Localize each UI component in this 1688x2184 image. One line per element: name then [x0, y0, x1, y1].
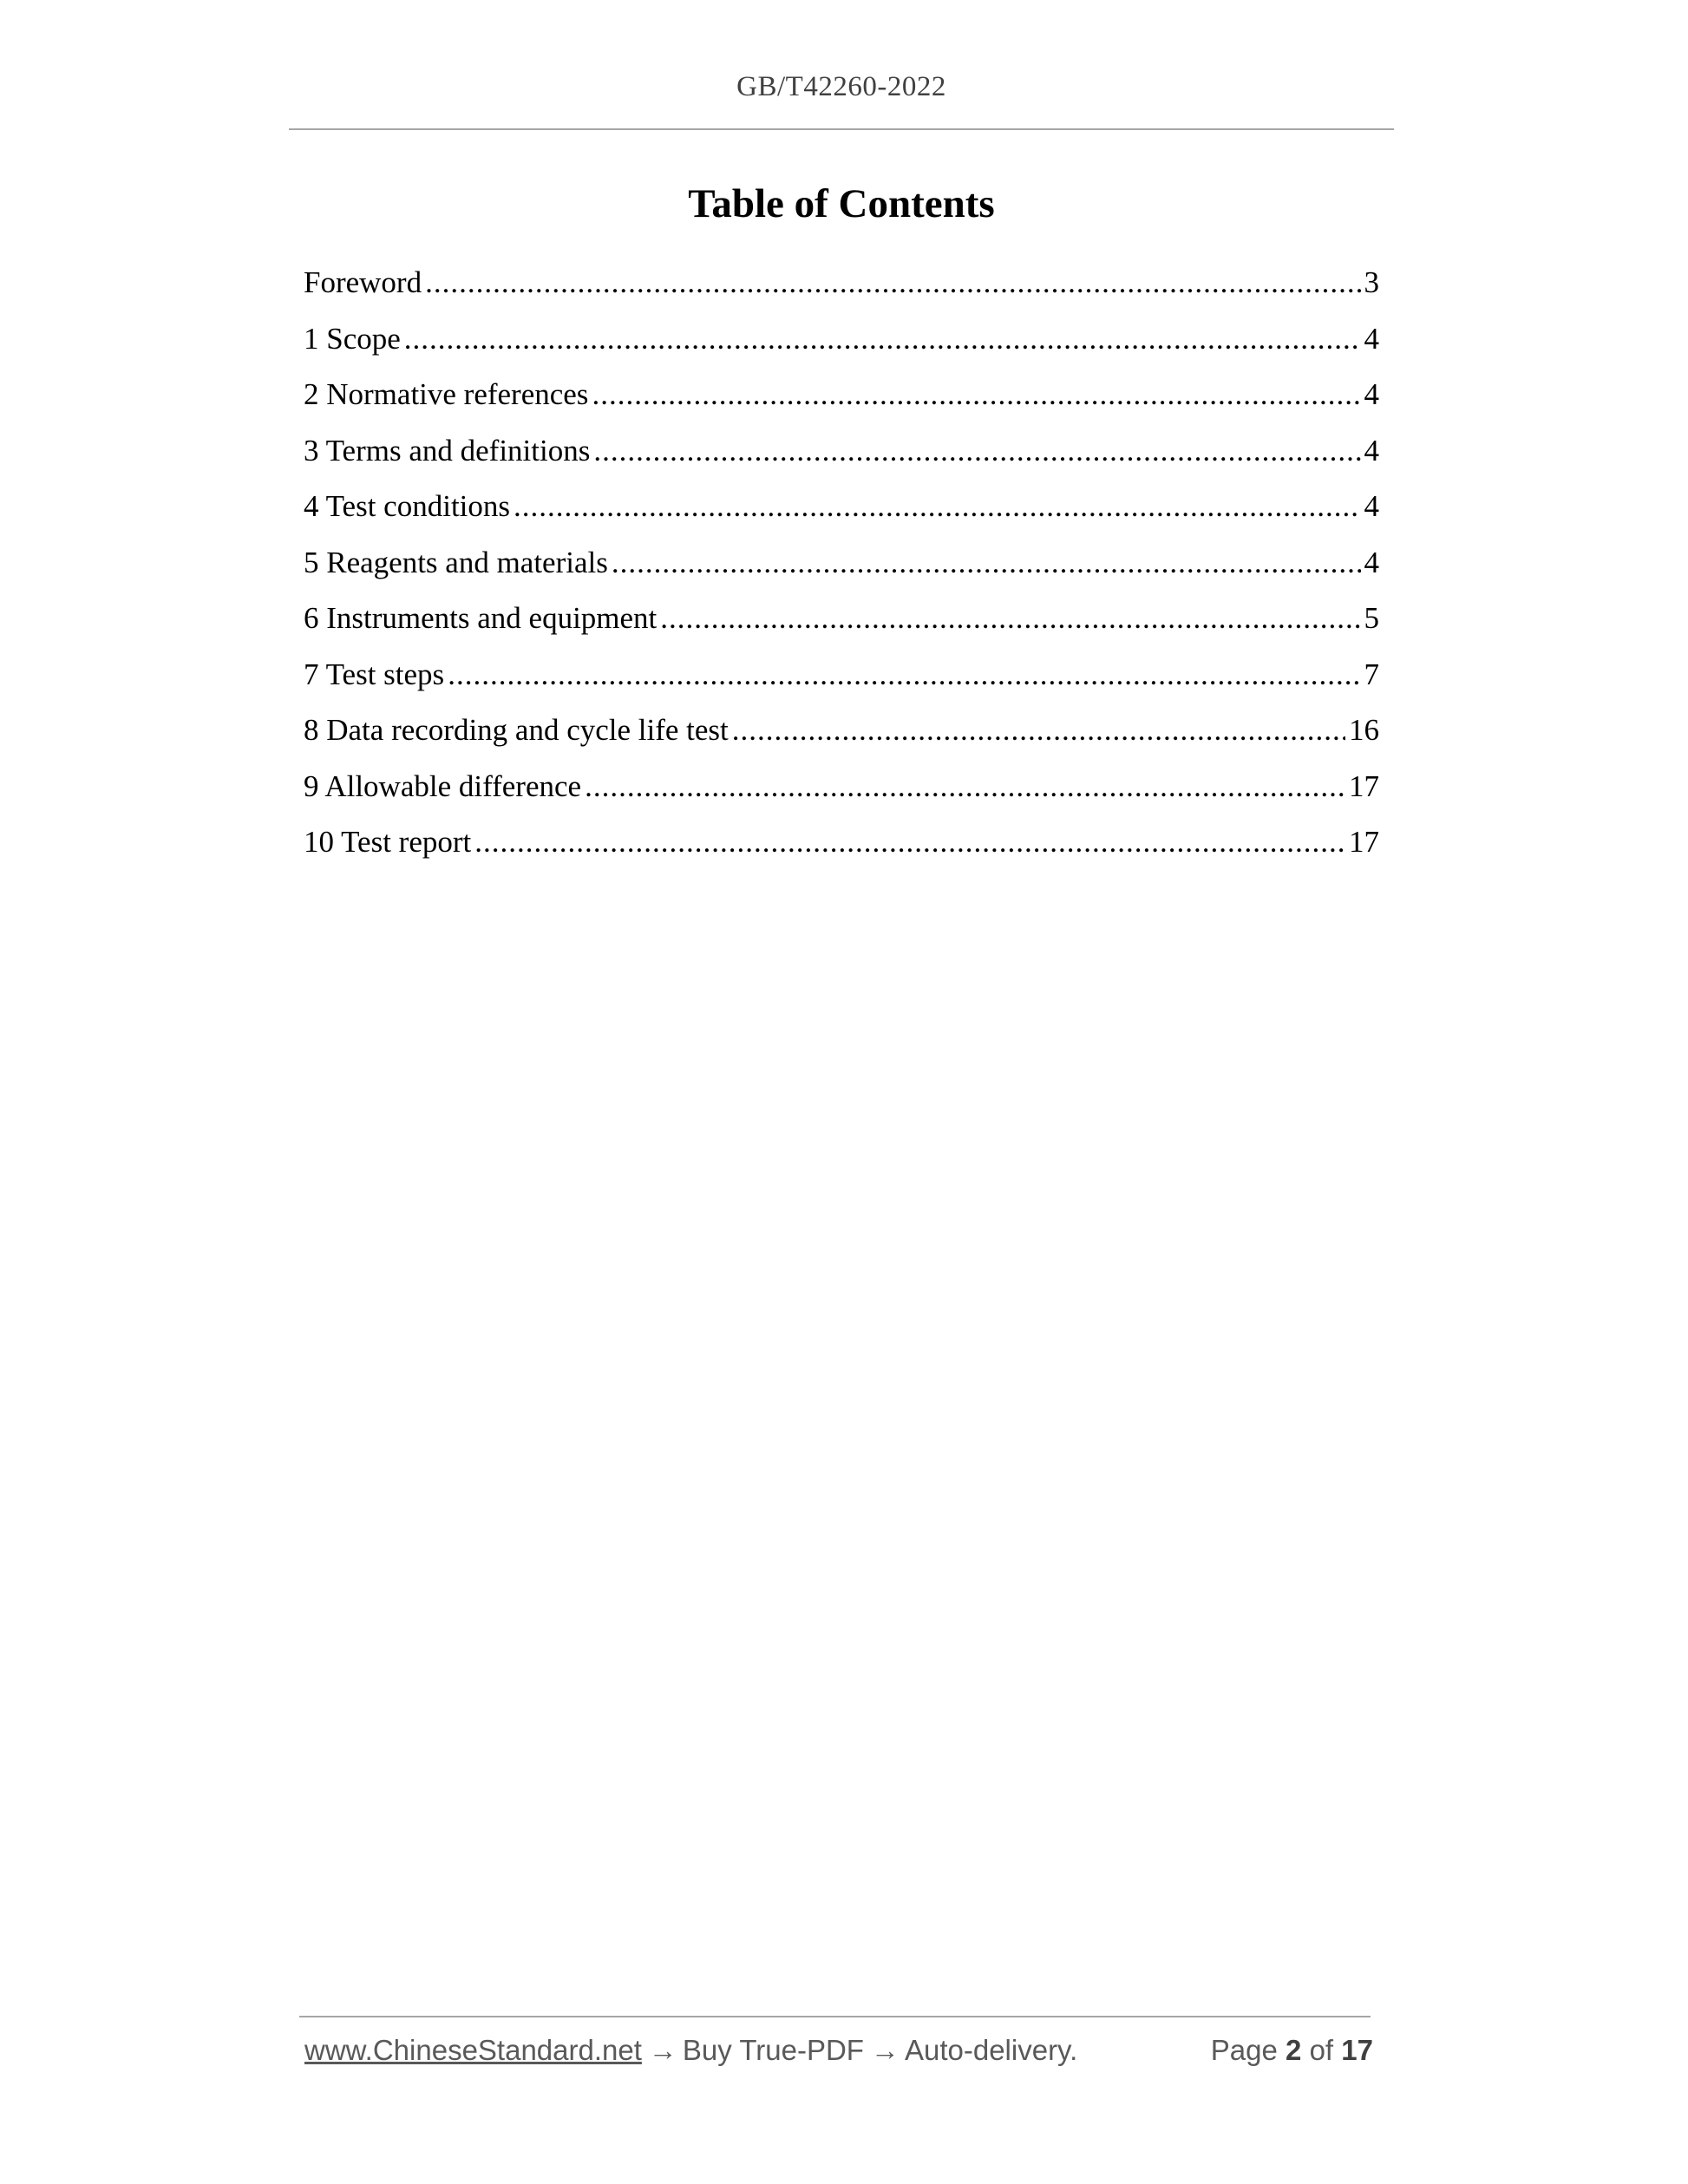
toc-dot-leader [612, 540, 1361, 585]
toc-dot-leader [404, 317, 1361, 361]
toc-entry-label: 10 Test report [304, 825, 472, 859]
of-word: of [1309, 2034, 1334, 2066]
page-footer [304, 2034, 1373, 2077]
arrow-right-icon: → [648, 2034, 677, 2066]
toc-entry-label: 2 Normative references [304, 377, 589, 411]
toc-entry-allowable-difference[interactable] [304, 764, 1379, 821]
toc-dot-leader [585, 764, 1345, 808]
toc-entry-data-recording[interactable] [304, 708, 1379, 764]
toc-entry-page: 16 [1349, 713, 1379, 747]
header-divider [289, 128, 1394, 130]
footer-divider [299, 2016, 1371, 2017]
document-code-header: GB/T42260-2022 [736, 71, 946, 102]
toc-entry-label: 5 Reagents and materials [304, 545, 608, 579]
toc-entry-page: 7 [1364, 657, 1379, 691]
toc-entry-page: 3 [1364, 265, 1379, 299]
toc-entry-scope[interactable] [304, 317, 1379, 373]
toc-dot-leader [474, 820, 1345, 864]
toc-dot-leader [593, 428, 1360, 473]
toc-dot-leader [425, 260, 1360, 304]
toc-entry-page: 5 [1364, 601, 1379, 635]
toc-entry-test-steps[interactable] [304, 652, 1379, 709]
toc-entry-foreword[interactable] [304, 260, 1379, 317]
toc-list [304, 260, 1379, 876]
toc-entry-page: 17 [1349, 825, 1379, 859]
toc-title: Table of Contents [688, 181, 995, 226]
toc-entry-label: 1 Scope [304, 321, 401, 356]
toc-entry-test-conditions[interactable] [304, 484, 1379, 540]
toc-entry-label: 9 Allowable difference [304, 768, 582, 803]
toc-entry-page: 4 [1364, 433, 1379, 468]
toc-entry-reagents-and-materials[interactable] [304, 540, 1379, 597]
toc-entry-instruments-and-equipment[interactable] [304, 596, 1379, 652]
toc-dot-leader [660, 596, 1360, 640]
page-number-indicator [1211, 2034, 1373, 2067]
page-word: Page [1210, 2034, 1278, 2066]
toc-dot-leader [514, 484, 1360, 528]
toc-entry-label: 8 Data recording and cycle life test [304, 713, 729, 747]
arrow-right-icon: → [870, 2034, 900, 2066]
toc-entry-normative-references[interactable] [304, 372, 1379, 428]
toc-entry-label: 7 Test steps [304, 657, 445, 691]
current-page-number: 2 [1286, 2034, 1302, 2066]
toc-entry-page: 4 [1364, 545, 1379, 579]
footer-promo [304, 2034, 1077, 2067]
toc-dot-leader [732, 708, 1345, 752]
toc-entry-label: 3 Terms and definitions [304, 433, 591, 468]
auto-delivery-text: Auto-delivery. [904, 2034, 1078, 2066]
toc-entry-test-report[interactable] [304, 820, 1379, 876]
chinesestandard-link[interactable]: www.ChineseStandard.net [304, 2034, 642, 2066]
total-pages-number: 17 [1341, 2034, 1373, 2066]
buy-true-pdf-text: Buy True-PDF [682, 2034, 864, 2066]
toc-entry-page: 4 [1364, 377, 1379, 411]
toc-entry-page: 17 [1349, 768, 1379, 803]
toc-dot-leader [448, 652, 1360, 696]
toc-entry-page: 4 [1364, 489, 1379, 523]
toc-entry-page: 4 [1364, 321, 1379, 356]
toc-entry-label: 6 Instruments and equipment [304, 601, 658, 635]
toc-entry-label: Foreword [304, 265, 422, 299]
toc-entry-label: 4 Test conditions [304, 489, 511, 523]
toc-dot-leader [592, 372, 1360, 416]
toc-entry-terms-and-definitions[interactable] [304, 428, 1379, 485]
